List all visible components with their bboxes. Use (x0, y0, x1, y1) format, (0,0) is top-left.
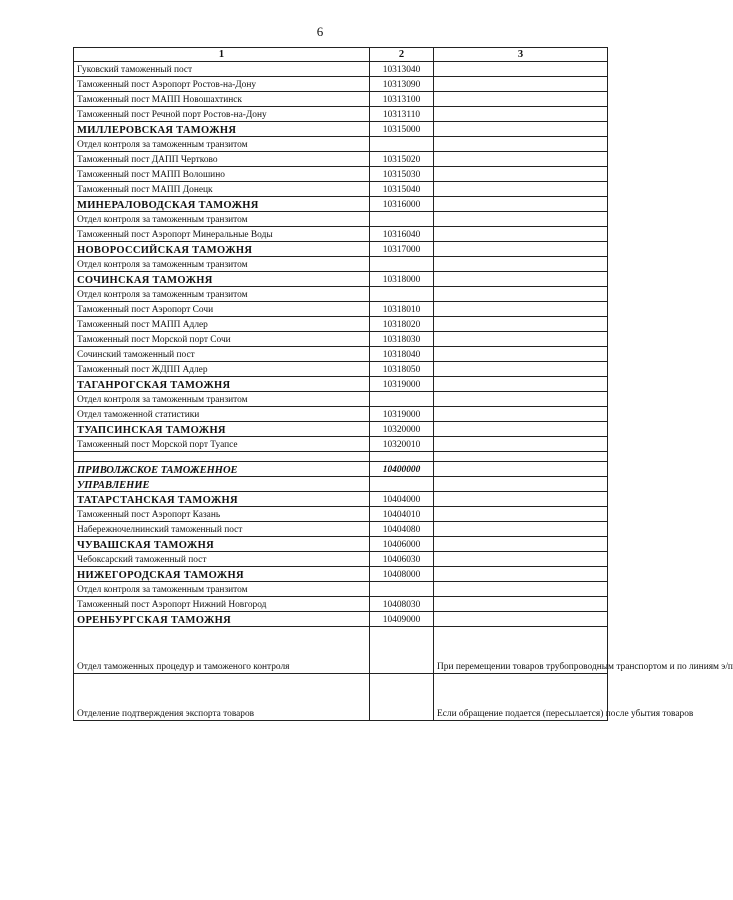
office-code-cell: 10315030 (370, 167, 434, 182)
office-code-cell (370, 627, 434, 674)
customs-office-row (74, 272, 608, 287)
office-code-cell: 10406000 (370, 537, 434, 552)
table-row (74, 362, 608, 377)
note-cell (434, 377, 608, 392)
table-row (74, 167, 608, 182)
office-name-cell: Таможенный пост ДАПП Чертково (74, 152, 370, 167)
customs-office-row (74, 612, 608, 627)
office-code-cell: 10408030 (370, 597, 434, 612)
office-code-cell: 10319000 (370, 377, 434, 392)
office-code-cell: 10404010 (370, 507, 434, 522)
office-name-cell: Чебоксарский таможенный пост (74, 552, 370, 567)
table-row (74, 597, 608, 612)
office-code-cell (370, 287, 434, 302)
customs-office-row (74, 492, 608, 507)
office-code-cell: 10320000 (370, 422, 434, 437)
office-code-cell: 10318010 (370, 302, 434, 317)
office-code-cell (370, 212, 434, 227)
office-code-cell: 10318000 (370, 272, 434, 287)
office-name-cell: Таможенный пост Аэропорт Минеральные Воды (74, 227, 370, 242)
note-cell (434, 122, 608, 137)
office-code-cell: 10317000 (370, 242, 434, 257)
office-name-cell: Отдел таможенной статистики (74, 407, 370, 422)
office-code-cell: 10409000 (370, 612, 434, 627)
note-cell (434, 77, 608, 92)
office-code-cell (370, 582, 434, 597)
note-cell (434, 212, 608, 227)
note-cell (434, 272, 608, 287)
office-name-cell: Таможенный пост Аэропорт Сочи (74, 302, 370, 317)
note-cell (434, 422, 608, 437)
office-name-cell: ЧУВАШСКАЯ ТАМОЖНЯ (74, 537, 370, 552)
customs-office-row (74, 122, 608, 137)
table-row (74, 627, 608, 674)
note-cell (434, 107, 608, 122)
office-code-cell: 10318050 (370, 362, 434, 377)
customs-office-row (74, 197, 608, 212)
office-code-cell: 10315020 (370, 152, 434, 167)
table-row (74, 347, 608, 362)
note-cell (434, 477, 608, 492)
office-name-cell: Отдел контроля за таможенным транзитом (74, 212, 370, 227)
note-cell (434, 597, 608, 612)
table-row (74, 107, 608, 122)
office-code-cell: 10313040 (370, 62, 434, 77)
note-cell (434, 437, 608, 452)
office-name-cell: Таможенный пост Аэропорт Ростов-на-Дону (74, 77, 370, 92)
office-name-cell: НИЖЕГОРОДСКАЯ ТАМОЖНЯ (74, 567, 370, 582)
office-code-cell (370, 477, 434, 492)
note-cell (434, 197, 608, 212)
office-name-cell: МИЛЛЕРОВСКАЯ ТАМОЖНЯ (74, 122, 370, 137)
blank-row (74, 452, 608, 462)
office-code-cell: 10313090 (370, 77, 434, 92)
office-name-cell: ТУАПСИНСКАЯ ТАМОЖНЯ (74, 422, 370, 437)
customs-office-row (74, 242, 608, 257)
table-row (74, 302, 608, 317)
note-cell: При перемещении товаров трубопроводным транспортом и по линиям э/п (434, 627, 608, 674)
table-row (74, 137, 608, 152)
office-name-cell: Таможенный пост Морской порт Сочи (74, 332, 370, 347)
office-name-cell: Гуковский таможенный пост (74, 62, 370, 77)
office-name-cell: ТАГАНРОГСКАЯ ТАМОЖНЯ (74, 377, 370, 392)
office-code-cell: 10315040 (370, 182, 434, 197)
customs-posts-table (73, 47, 733, 721)
note-cell (434, 152, 608, 167)
table-row (74, 332, 608, 347)
note-cell (434, 257, 608, 272)
office-code-cell: 10404080 (370, 522, 434, 537)
note-cell (434, 227, 608, 242)
office-name-cell: НОВОРОССИЙСКАЯ ТАМОЖНЯ (74, 242, 370, 257)
table-body (74, 62, 733, 721)
customs-office-row (74, 567, 608, 582)
office-code-cell (370, 137, 434, 152)
table-row (74, 257, 608, 272)
office-code-cell (370, 674, 434, 721)
column-header: 3 (434, 48, 608, 62)
table-row (74, 92, 608, 107)
office-name-cell: Отдел контроля за таможенным транзитом (74, 392, 370, 407)
office-name-cell: Отдел таможенных процедур и таможеного контроля (74, 627, 370, 674)
table-row (74, 287, 608, 302)
office-name-cell: СОЧИНСКАЯ ТАМОЖНЯ (74, 272, 370, 287)
office-name-cell: Таможенный пост МАПП Волошино (74, 167, 370, 182)
note-cell (434, 452, 608, 462)
office-code-cell: 10315000 (370, 122, 434, 137)
customs-office-row (74, 377, 608, 392)
table-row (74, 392, 608, 407)
table-row (74, 62, 608, 77)
note-cell (434, 507, 608, 522)
note-cell (434, 137, 608, 152)
column-header: 2 (370, 48, 434, 62)
note-cell (434, 362, 608, 377)
office-name-cell: Таможенный пост Аэропорт Казань (74, 507, 370, 522)
office-code-cell: 10320010 (370, 437, 434, 452)
customs-office-row (74, 537, 608, 552)
table-row (74, 507, 608, 522)
note-cell (434, 522, 608, 537)
note-cell (434, 582, 608, 597)
page-number: 6 (316, 24, 324, 39)
table-row (74, 407, 608, 422)
office-name-cell: Таможенный пост МАПП Новошахтинск (74, 92, 370, 107)
note-cell (434, 317, 608, 332)
note-cell (434, 567, 608, 582)
note-cell (434, 182, 608, 197)
office-name-cell: Таможенный пост МАПП Донецк (74, 182, 370, 197)
office-name-cell: Сочинский таможенный пост (74, 347, 370, 362)
note-cell (434, 462, 608, 477)
table-row (74, 152, 608, 167)
office-code-cell: 10319000 (370, 407, 434, 422)
office-name-cell: Таможенный пост Морской порт Туапсе (74, 437, 370, 452)
office-code-cell (370, 257, 434, 272)
table-row (74, 182, 608, 197)
note-cell (434, 552, 608, 567)
office-code-cell: 10408000 (370, 567, 434, 582)
office-code-cell: 10404000 (370, 492, 434, 507)
note-cell (434, 287, 608, 302)
office-code-cell: 10318040 (370, 347, 434, 362)
office-name-cell (74, 452, 370, 462)
table-row (74, 317, 608, 332)
table-header-row (74, 48, 608, 62)
table-row (74, 212, 608, 227)
table-row (74, 582, 608, 597)
office-name-cell: Таможенный пост Речной порт Ростов-на-Дону (74, 107, 370, 122)
office-name-cell: Отдел контроля за таможенным транзитом (74, 257, 370, 272)
table-row (74, 77, 608, 92)
office-code-cell (370, 392, 434, 407)
office-name-cell: УПРАВЛЕНИЕ (74, 477, 370, 492)
office-name-cell: Отдел контроля за таможенным транзитом (74, 137, 370, 152)
note-cell (434, 167, 608, 182)
customs-office-row (74, 422, 608, 437)
table-row (74, 227, 608, 242)
note-cell (434, 62, 608, 77)
office-name-cell: ПРИВОЛЖСКОЕ ТАМОЖЕННОЕ (74, 462, 370, 477)
table-row (74, 552, 608, 567)
office-code-cell: 10318030 (370, 332, 434, 347)
note-cell (434, 537, 608, 552)
note-cell (434, 92, 608, 107)
customs-office-row (74, 477, 608, 492)
note-cell (434, 347, 608, 362)
table-row (74, 522, 608, 537)
customs-office-row (74, 462, 608, 477)
note-cell (434, 332, 608, 347)
office-name-cell: Таможенный пост Аэропорт Нижний Новгород (74, 597, 370, 612)
office-name-cell: Отделение подтверждения экспорта товаров (74, 674, 370, 721)
office-code-cell: 10316040 (370, 227, 434, 242)
note-cell: Если обращение подается (пересылается) после убытия товаров (434, 674, 608, 721)
office-name-cell: ТАТАРСТАНСКАЯ ТАМОЖНЯ (74, 492, 370, 507)
note-cell (434, 407, 608, 422)
office-name-cell: Набережночелнинский таможенный пост (74, 522, 370, 537)
table-row (74, 674, 608, 721)
office-code-cell: 10313100 (370, 92, 434, 107)
note-cell (434, 392, 608, 407)
office-name-cell: Отдел контроля за таможенным транзитом (74, 582, 370, 597)
note-cell (434, 302, 608, 317)
office-name-cell: Отдел контроля за таможенным транзитом (74, 287, 370, 302)
office-code-cell: 10313110 (370, 107, 434, 122)
office-name-cell: Таможенный пост ЖДПП Адлер (74, 362, 370, 377)
note-cell (434, 492, 608, 507)
table-row (74, 437, 608, 452)
office-name-cell: ОРЕНБУРГСКАЯ ТАМОЖНЯ (74, 612, 370, 627)
office-code-cell: 10400000 (370, 462, 434, 477)
note-cell (434, 242, 608, 257)
office-code-cell: 10316000 (370, 197, 434, 212)
office-name-cell: Таможенный пост МАПП Адлер (74, 317, 370, 332)
column-header: 1 (74, 48, 370, 62)
office-code-cell: 10318020 (370, 317, 434, 332)
note-cell (434, 612, 608, 627)
office-name-cell: МИНЕРАЛОВОДСКАЯ ТАМОЖНЯ (74, 197, 370, 212)
office-code-cell (370, 452, 434, 462)
office-code-cell: 10406030 (370, 552, 434, 567)
